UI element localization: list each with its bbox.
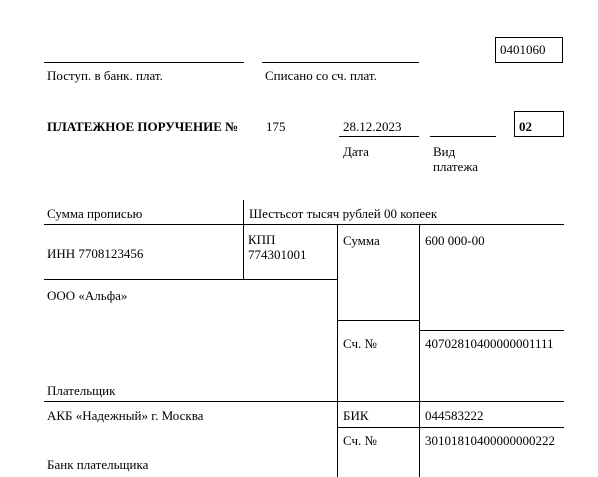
order-number: 175 <box>266 119 286 134</box>
bank-role-label: Банк плательщика <box>47 457 149 472</box>
grid-line <box>337 224 338 477</box>
order-title: ПЛАТЕЖНОЕ ПОРУЧЕНИЕ № <box>47 119 239 134</box>
amount-words-label: Сумма прописью <box>47 206 143 221</box>
payment-type-line <box>430 136 496 137</box>
amount-label: Сумма <box>343 233 380 248</box>
grid-line <box>44 401 564 402</box>
payer-kpp-label: КПП <box>248 232 276 247</box>
bik-value: 044583222 <box>425 408 484 423</box>
status-code: 02 <box>519 119 532 134</box>
payer-inn: ИНН 7708123456 <box>47 246 144 261</box>
payer-role-label: Плательщик <box>47 383 116 398</box>
date-line <box>339 136 419 137</box>
bank-name: АКБ «Надежный» г. Москва <box>47 408 204 423</box>
payment-type-label-1: Вид <box>433 144 456 159</box>
payer-kpp: 774301001 <box>248 247 307 262</box>
grid-line <box>419 330 564 331</box>
received-label: Поступ. в банк. плат. <box>47 68 163 83</box>
account-value: 40702810400000001111 <box>425 336 554 351</box>
payment-type-label-2: платежа <box>433 159 479 174</box>
account-label: Сч. № <box>343 336 377 351</box>
amount-value: 600 000-00 <box>425 233 485 248</box>
grid-line <box>419 224 420 477</box>
amount-words-value: Шестьсот тысяч рублей 00 копеек <box>249 206 438 221</box>
date-label: Дата <box>343 144 369 159</box>
form-code: 0401060 <box>500 42 546 57</box>
debited-line <box>262 62 419 63</box>
grid-line <box>44 279 337 280</box>
grid-line <box>44 224 564 225</box>
corr-account-value: 30101810400000000222 <box>425 433 555 448</box>
debited-label: Списано со сч. плат. <box>265 68 377 83</box>
bik-label: БИК <box>343 408 369 423</box>
order-date: 28.12.2023 <box>343 119 402 134</box>
grid-line <box>337 320 419 321</box>
grid-line <box>243 200 244 279</box>
corr-account-label: Сч. № <box>343 433 377 448</box>
grid-line <box>337 427 564 428</box>
received-line <box>44 62 244 63</box>
payer-name: ООО «Альфа» <box>47 288 128 303</box>
